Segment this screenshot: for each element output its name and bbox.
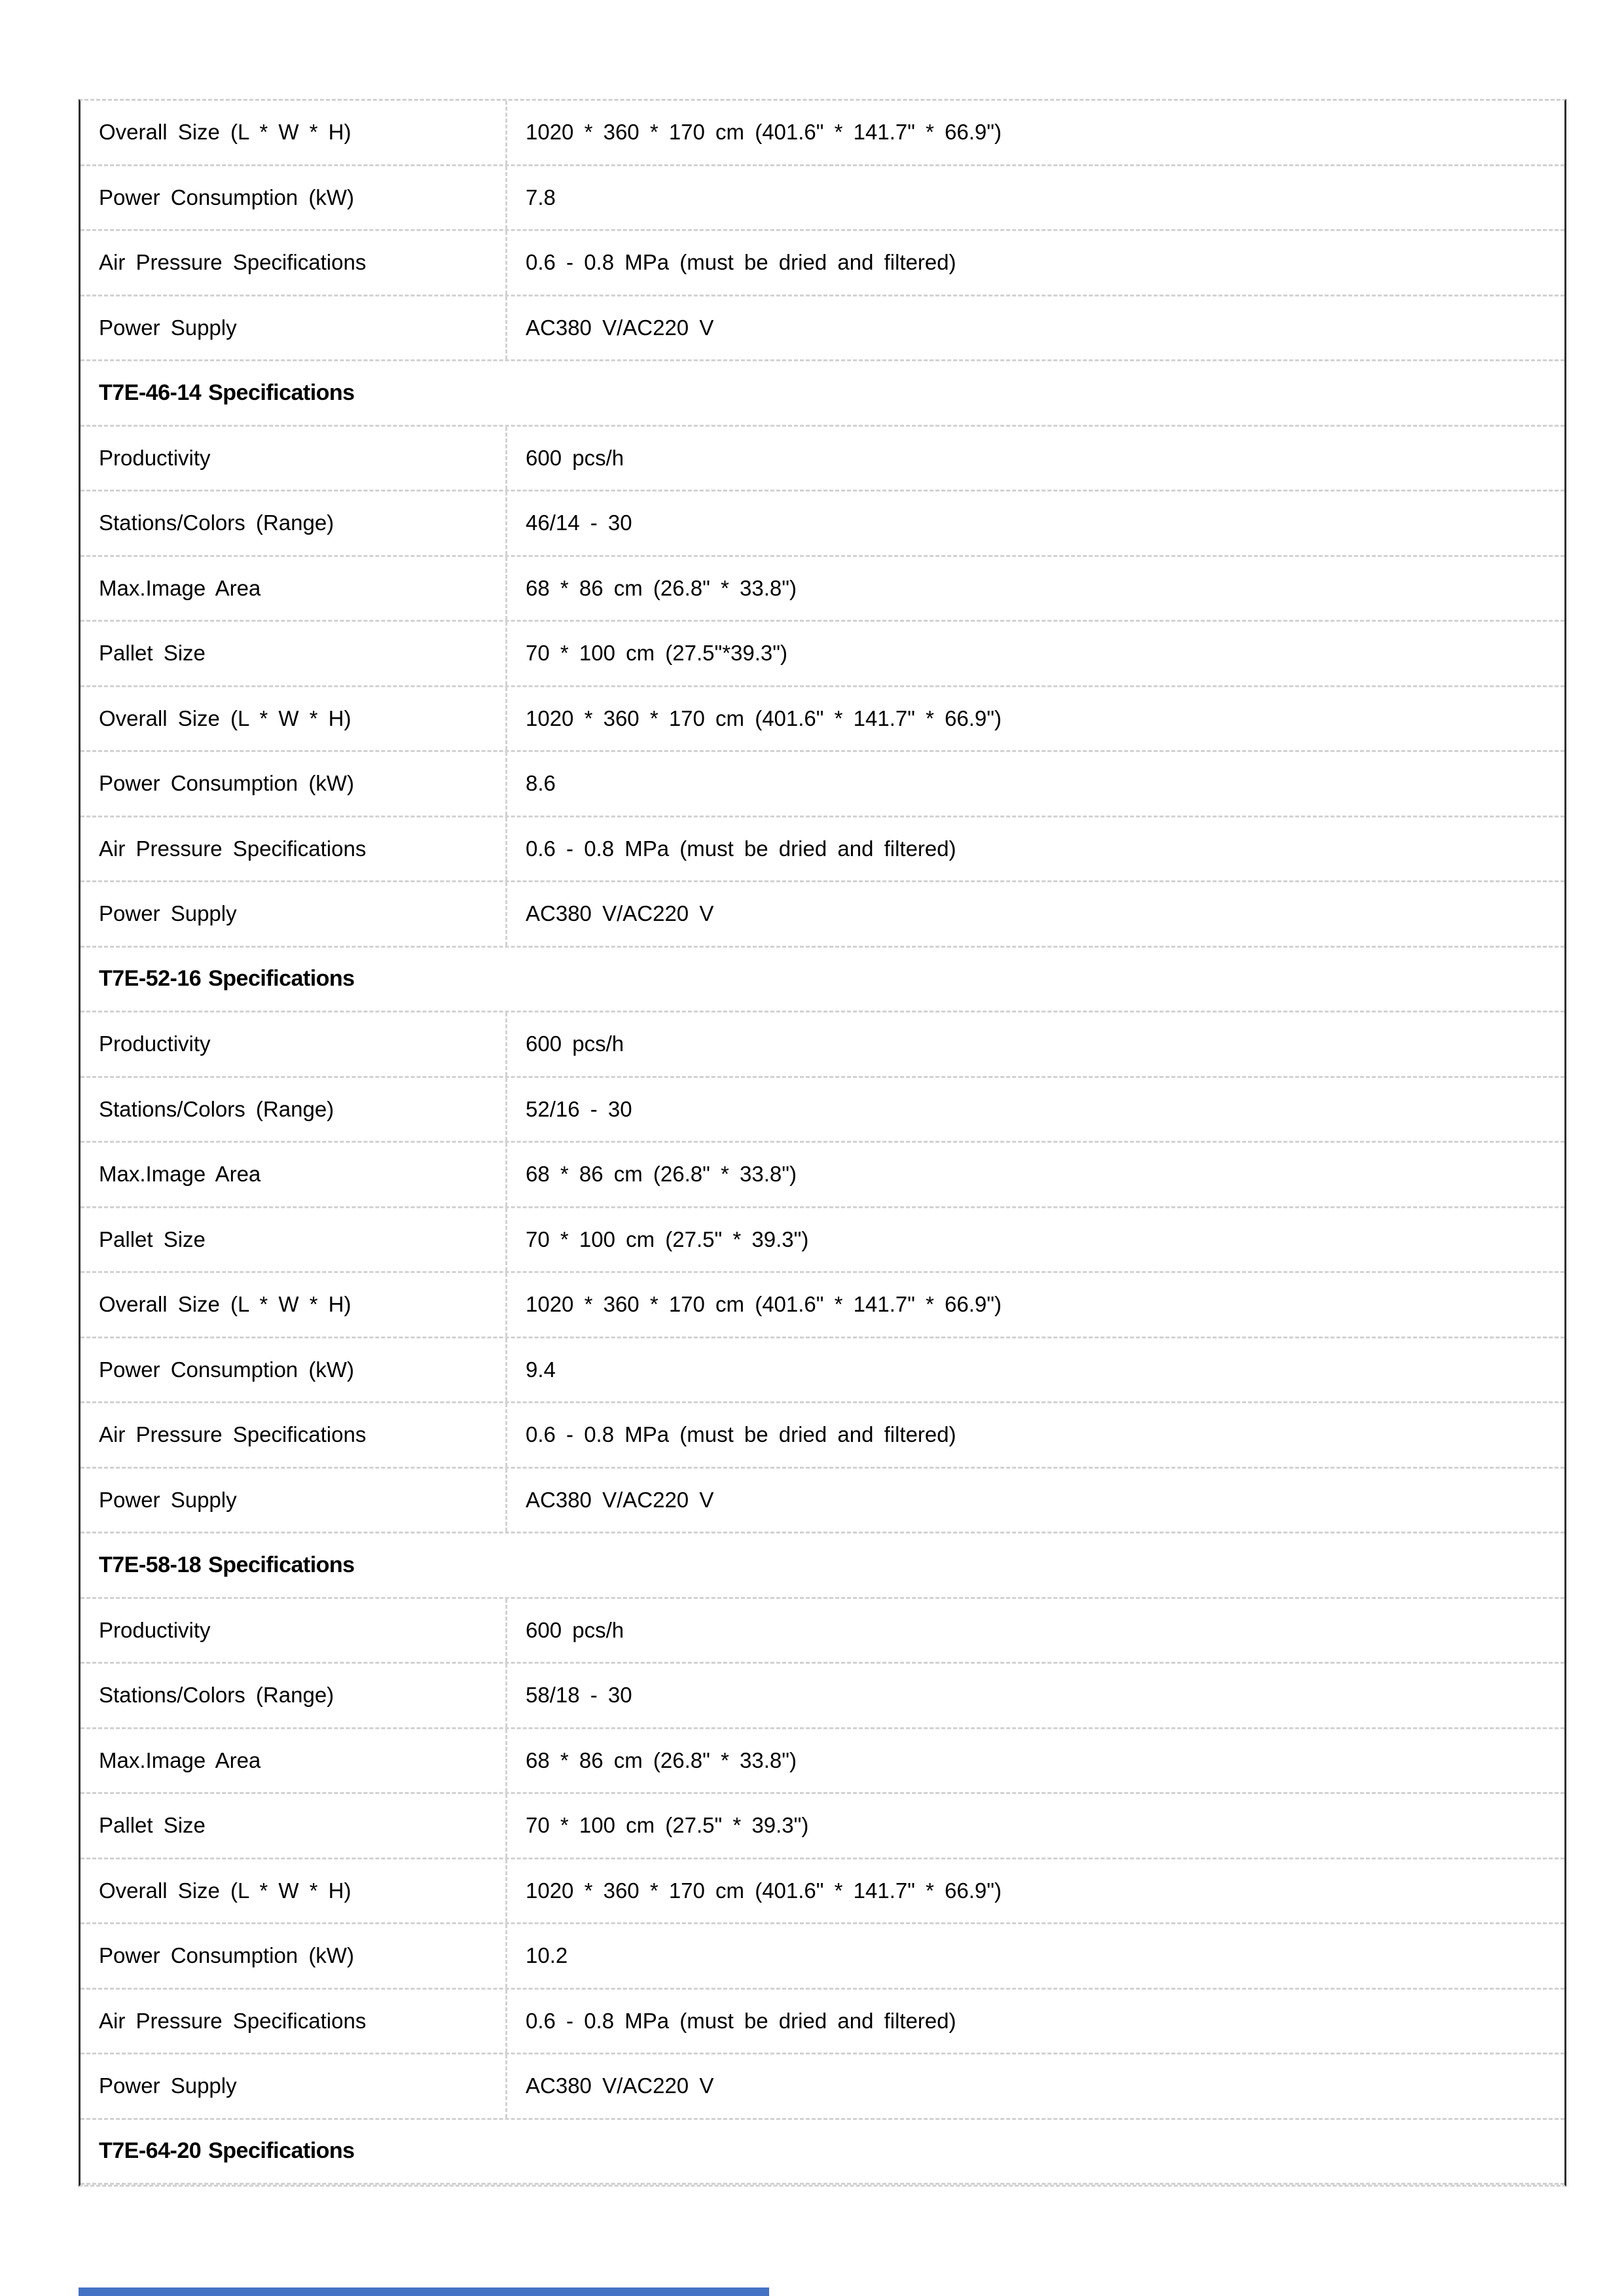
table-row — [81, 1338, 1564, 1404]
spec-label: Productivity — [81, 427, 507, 490]
spec-value: 7.8 — [526, 185, 556, 209]
section-title: T7E-46-14 Specifications — [99, 380, 355, 405]
table-row — [81, 817, 1564, 883]
spec-label: Power Supply — [81, 296, 507, 360]
table-row — [81, 492, 1564, 557]
spec-value: 0.6 - 0.8 MPa (must be dried and filtered) — [526, 2008, 956, 2033]
spec-value: AC380 V/AC220 V — [526, 2073, 714, 2098]
table-row — [81, 622, 1564, 687]
spec-label: Power Consumption (kW) — [81, 1924, 507, 1988]
spec-label: Productivity — [81, 1013, 507, 1076]
clipped-next-row-accent-bar — [79, 2287, 769, 2296]
section-title: T7E-58-18 Specifications — [99, 1552, 355, 1577]
section-title: T7E-64-20 Specifications — [99, 2138, 355, 2164]
table-row — [81, 752, 1564, 817]
section-header-row — [81, 1534, 1564, 1599]
table-row — [81, 1403, 1564, 1469]
spec-value: 1020 * 360 * 170 cm (401.6" * 141.7" * 66.9") — [526, 706, 1002, 730]
spec-label: Power Consumption (kW) — [81, 1338, 507, 1402]
spec-value: 52/16 - 30 — [526, 1096, 632, 1121]
spec-value: 10.2 — [526, 1943, 568, 1968]
specifications-table — [79, 99, 1566, 2187]
table-row — [81, 882, 1564, 948]
table-row — [81, 1013, 1564, 1078]
spec-value: 46/14 - 30 — [526, 511, 632, 535]
spec-label: Overall Size (L * W * H) — [81, 1273, 507, 1336]
spec-label: Air Pressure Specifications — [81, 231, 507, 295]
spec-value: 70 * 100 cm (27.5" * 39.3") — [526, 1227, 809, 1251]
spec-label: Max.Image Area — [81, 1143, 507, 1206]
spec-value: 0.6 - 0.8 MPa (must be dried and filtered) — [526, 1422, 956, 1447]
spec-value: 9.4 — [526, 1357, 556, 1382]
table-row — [81, 1664, 1564, 1729]
spec-label: Productivity — [81, 1599, 507, 1662]
spec-label: Overall Size (L * W * H) — [81, 101, 507, 164]
spec-value: 1020 * 360 * 170 cm (401.6" * 141.7" * 66.9") — [526, 1292, 1002, 1317]
spec-label: Pallet Size — [81, 622, 507, 685]
spec-label: Pallet Size — [81, 1794, 507, 1857]
spec-value: 68 * 86 cm (26.8" * 33.8") — [526, 1162, 797, 1187]
spec-label: Stations/Colors (Range) — [81, 1664, 507, 1727]
spec-label: Pallet Size — [81, 1208, 507, 1272]
table-row — [81, 101, 1564, 166]
spec-label: Stations/Colors (Range) — [81, 1078, 507, 1141]
table-row — [81, 1794, 1564, 1859]
section-header-row — [81, 361, 1564, 427]
spec-label: Air Pressure Specifications — [81, 1403, 507, 1467]
spec-value: AC380 V/AC220 V — [526, 1487, 714, 1512]
spec-label: Air Pressure Specifications — [81, 1990, 507, 2053]
spec-label: Power Supply — [81, 1469, 507, 1532]
section-header-row — [81, 948, 1564, 1013]
spec-value: 0.6 - 0.8 MPa (must be dried and filtered) — [526, 250, 956, 275]
table-row — [81, 557, 1564, 622]
table-row — [81, 1273, 1564, 1338]
spec-label: Power Supply — [81, 2054, 507, 2118]
spec-value: 58/18 - 30 — [526, 1683, 632, 1708]
table-row — [81, 231, 1564, 296]
spec-value: 600 pcs/h — [526, 1617, 624, 1642]
spec-value: 8.6 — [526, 771, 556, 796]
spec-label: Power Consumption (kW) — [81, 752, 507, 816]
spec-value: 68 * 86 cm (26.8" * 33.8") — [526, 1748, 797, 1772]
spec-label: Overall Size (L * W * H) — [81, 687, 507, 751]
table-row — [81, 296, 1564, 362]
table-row — [81, 1599, 1564, 1664]
spec-value: 68 * 86 cm (26.8" * 33.8") — [526, 575, 797, 600]
spec-label: Power Supply — [81, 882, 507, 946]
spec-value: AC380 V/AC220 V — [526, 315, 714, 340]
table-row — [81, 1208, 1564, 1274]
spec-value: 600 pcs/h — [526, 445, 624, 470]
spec-value: AC380 V/AC220 V — [526, 901, 714, 926]
spec-label: Power Consumption (kW) — [81, 166, 507, 230]
table-row — [81, 427, 1564, 492]
section-header-row — [81, 2120, 1564, 2185]
spec-label: Air Pressure Specifications — [81, 817, 507, 881]
section-title: T7E-52-16 Specifications — [99, 966, 355, 992]
spec-label: Stations/Colors (Range) — [81, 492, 507, 555]
spec-value: 70 * 100 cm (27.5" * 39.3") — [526, 1813, 809, 1838]
spec-label: Overall Size (L * W * H) — [81, 1859, 507, 1923]
spec-value: 600 pcs/h — [526, 1031, 624, 1056]
table-row — [81, 1729, 1564, 1795]
table-row — [81, 1143, 1564, 1208]
spec-value: 70 * 100 cm (27.5"*39.3") — [526, 641, 787, 666]
table-row — [81, 2054, 1564, 2120]
spec-label: Max.Image Area — [81, 1729, 507, 1793]
table-row — [81, 166, 1564, 232]
table-row — [81, 1990, 1564, 2055]
table-row — [81, 1924, 1564, 1990]
spec-value: 1020 * 360 * 170 cm (401.6" * 141.7" * 66.9") — [526, 1878, 1002, 1903]
spec-value: 0.6 - 0.8 MPa (must be dried and filtered) — [526, 836, 956, 861]
table-row — [81, 1078, 1564, 1143]
table-row — [81, 1859, 1564, 1925]
spec-value: 1020 * 360 * 170 cm (401.6" * 141.7" * 66.9") — [526, 120, 1002, 145]
table-row — [81, 1469, 1564, 1534]
spec-label: Max.Image Area — [81, 557, 507, 620]
table-row — [81, 687, 1564, 753]
